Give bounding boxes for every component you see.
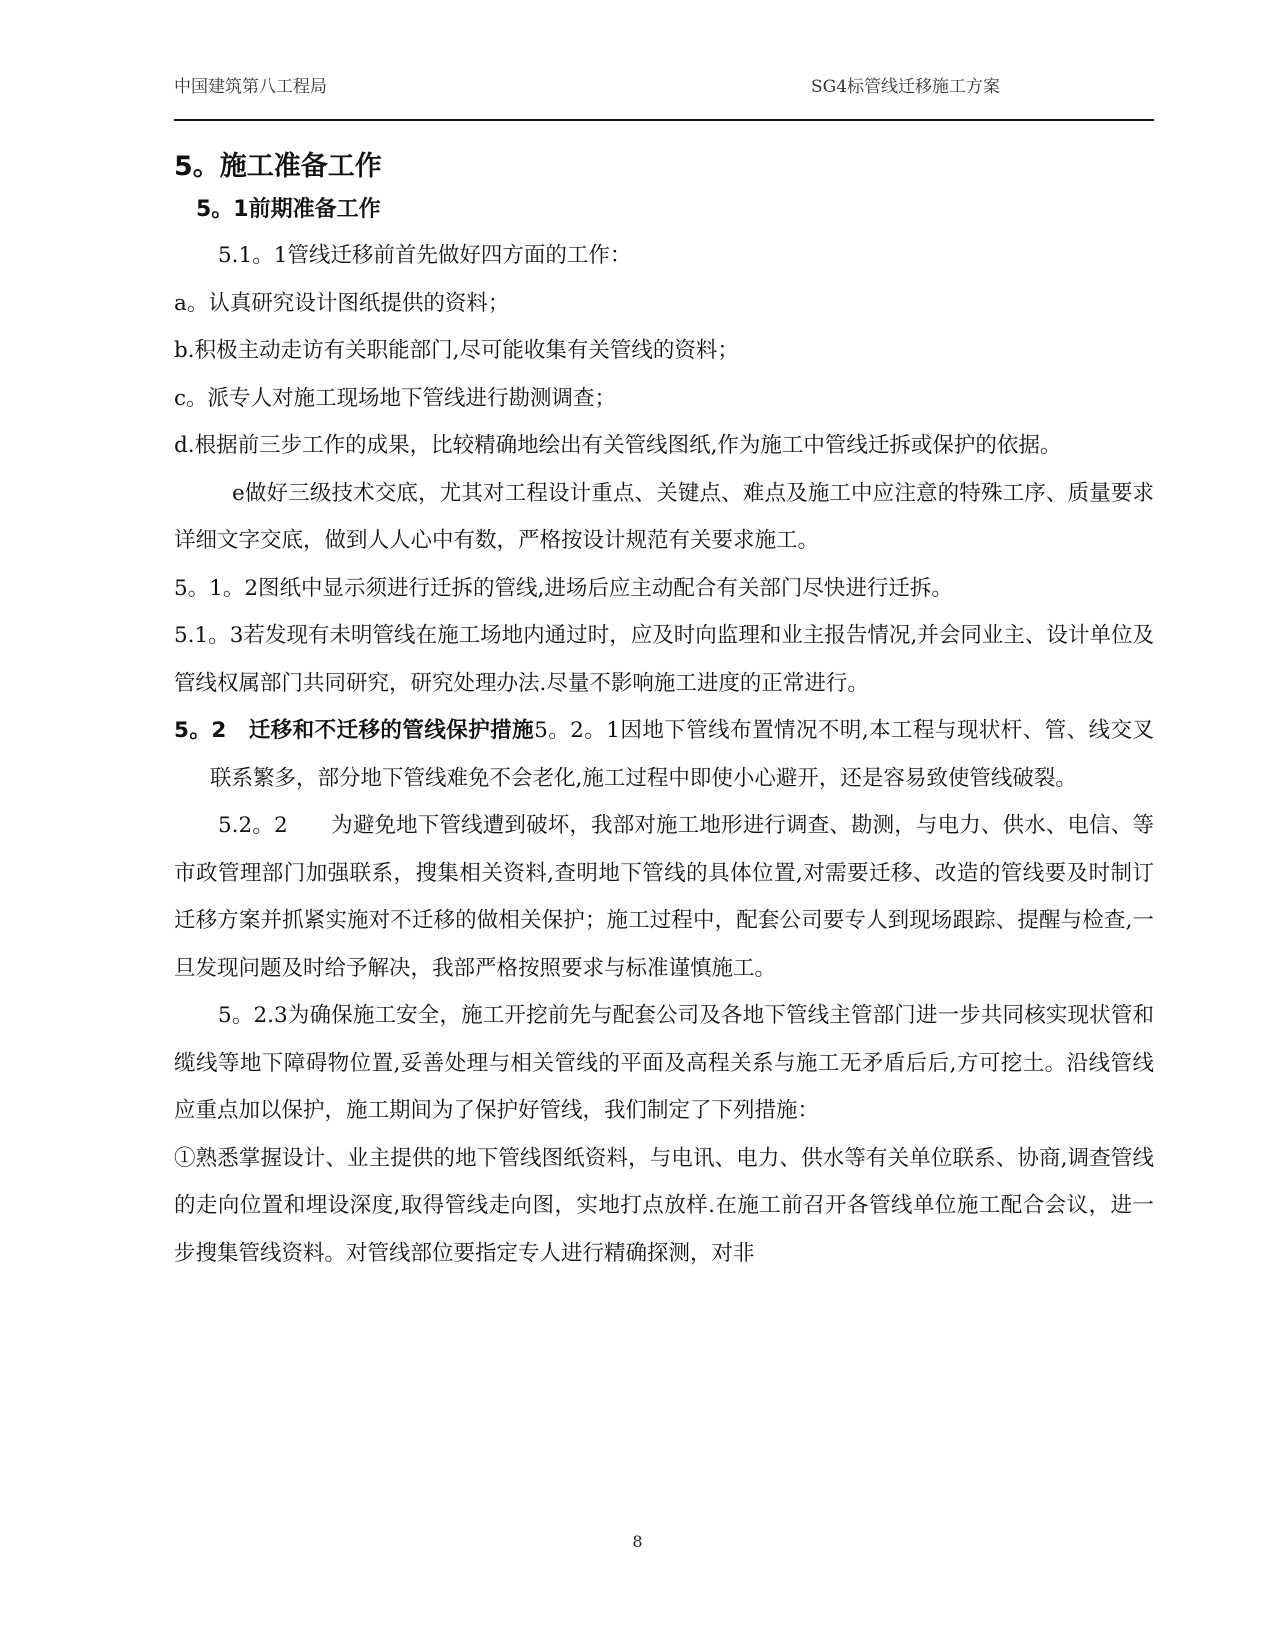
header-doc-title: SG4标管线迁移施工方案	[811, 77, 1001, 97]
measure-item-1: ①熟悉掌握设计、业主提供的地下管线图纸资料，与电讯、电力、供水等有关单位联系、协商,调查管线的走向位置和埋设深度,取得管线走向图，实地打点放样.在施工前召开各管线单位施工配合会议，进一步搜集管线资料。对管线部位要指定专人进行精确探测，对非	[174, 1145, 1154, 1266]
paragraph-5-2-1	[174, 707, 1154, 802]
paragraph-5-1-2: 5。1。2图纸中显示须进行迁拆的管线,进场后应主动配合有关部门尽快进行迁拆。	[174, 575, 953, 601]
paragraph-5-1-1: 5.1。1管线迁移前首先做好四方面的工作：	[218, 243, 632, 268]
page-header	[174, 72, 1154, 98]
subsection-heading: 5。1前期准备工作	[196, 197, 381, 222]
paragraph-5-1-3: 5.1。3若发现有未明管线在施工场地内通过时，应及时向监理和业主报告情况,并会同业主、设计单位及管线权属部门共同研究，研究处理办法.尽量不影响施工进度的正常进行。	[174, 623, 1154, 696]
paragraph-5-2-3: 5。2.3为确保施工安全，施工开挖前先与配套公司及各地下管线主管部门进一步共同核实现状管和缆线等地下障碍物位置,妥善处理与相关管线的平面及高程关系与施工无矛盾后后,方可挖土。沿线管线应重点加以保护，施工期间为了保护好管线，我们制定了下列措施：	[174, 1003, 1154, 1123]
header-company: 中国建筑第八工程局	[174, 77, 327, 97]
paragraph-5-2-1-text: 5。2。1因地下管线布置情况不明,本工程与现状杆、管、线交叉联系繁多，部分地下管线难免不会老化,施工过程中即使小心避开，还是容易致使管线破裂。	[210, 718, 1155, 791]
list-item-e: e做好三级技术交底，尤其对工程设计重点、关键点、难点及施工中应注意的特殊工序、质量要求详细文字交底，做到人人心中有数，严格按设计规范有关要求施工。	[174, 480, 1154, 553]
page-number: 8	[632, 1532, 643, 1551]
subsection-heading-5-2: 5。2 迁移和不迁移的管线保护措施	[174, 718, 535, 743]
list-item-b: b.积极主动走访有关职能部门,尽可能收集有关管线的资料；	[174, 338, 739, 363]
list-item-a: a。认真研究设计图纸提供的资料；	[174, 290, 510, 316]
document-body	[174, 140, 1154, 1277]
section-heading: 5。施工准备工作	[174, 151, 382, 182]
paragraph-5-2-2: 5.2。2 为避免地下管线遭到破坏，我部对施工地形进行调查、勘测，与电力、供水、电信、等市政管理部门加强联系，搜集相关资料,查明地下管线的具体位置,对需要迁移、改造的管线要及时制订迁移方案并抓紧实施对不迁移的做相关保护；施工过程中，配套公司要专人到现场跟踪、提醒与检查,一旦发现问题及时给予解决，我部严格按照要求与标准谨慎施工。	[174, 813, 1154, 981]
list-item-c: c。派专人对施工现场地下管线进行勘测调查；	[174, 385, 617, 411]
list-item-d: d.根据前三步工作的成果，比较精确地绘出有关管线图纸,作为施工中管线迁拆或保护的依据。	[174, 433, 1062, 458]
header-rule	[174, 119, 1154, 121]
